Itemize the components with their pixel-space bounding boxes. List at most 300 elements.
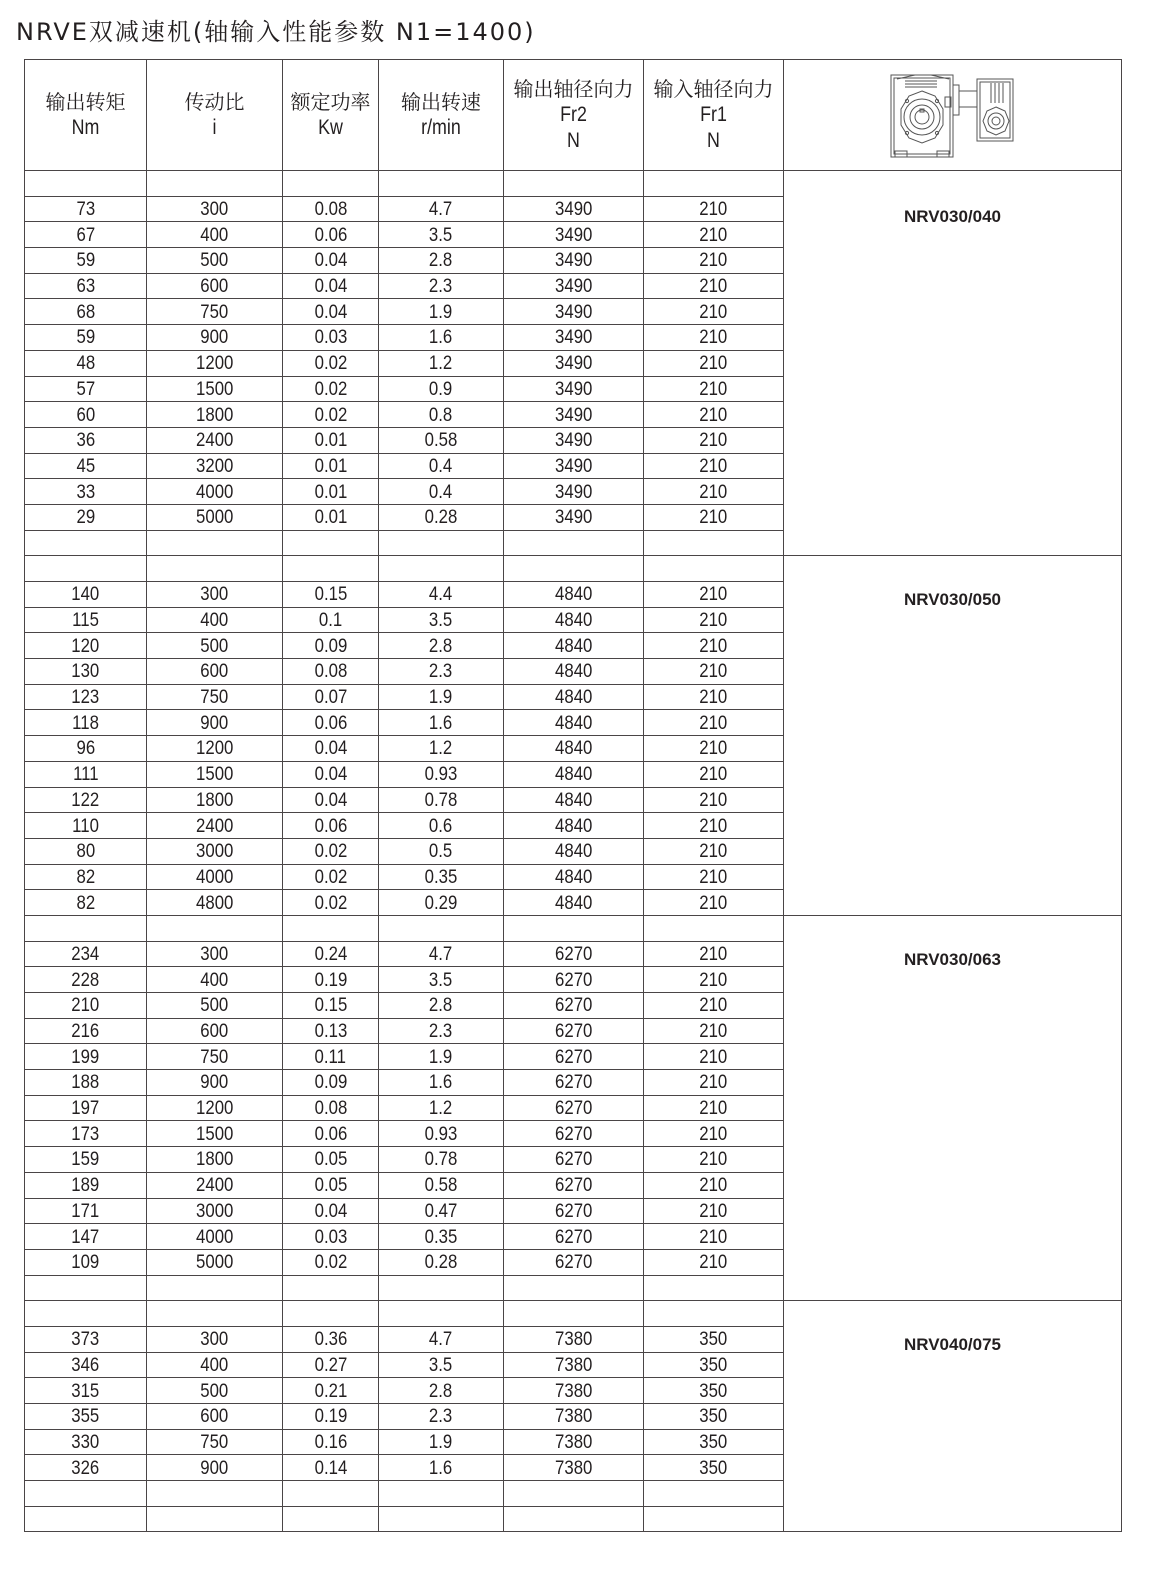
cell-value: 1200: [195, 352, 234, 375]
cell-input-radial-force: [644, 504, 784, 530]
cell-output-torque: [25, 1352, 147, 1378]
cell-ratio: [147, 427, 283, 453]
cell-value: 4840: [554, 891, 593, 914]
cell-output-torque: [25, 890, 147, 916]
cell-value: 3490: [554, 377, 593, 400]
cell-value: 210: [699, 249, 728, 272]
cell-value: 4800: [195, 891, 234, 914]
cell-value: 2.8: [429, 1379, 453, 1402]
cell-ratio: [147, 1352, 283, 1378]
cell-output-radial-force: [504, 1121, 644, 1147]
cell-value: 0.19: [314, 968, 347, 991]
cell-input-radial-force: [644, 838, 784, 864]
cell-value: 3490: [554, 480, 593, 503]
cell-rated-power: [283, 1044, 379, 1070]
blank-row: [25, 1301, 1122, 1327]
cell-value: 300: [200, 583, 229, 606]
cell-value: 118: [72, 711, 99, 734]
cell-value: 0.78: [424, 1148, 458, 1171]
cell-value: 300: [200, 1328, 229, 1351]
blank-cell: [379, 915, 504, 941]
cell-rated-power: [283, 427, 379, 453]
cell-input-radial-force: [644, 1404, 784, 1430]
cell-ratio: [147, 1455, 283, 1481]
cell-input-radial-force: [644, 659, 784, 685]
cell-input-radial-force: [644, 376, 784, 402]
cell-ratio: [147, 736, 283, 762]
blank-cell: [379, 530, 504, 556]
blank-cell: [147, 1275, 283, 1301]
blank-cell: [504, 1275, 644, 1301]
cell-rated-power: [283, 787, 379, 813]
cell-ratio: [147, 1172, 283, 1198]
cell-value: 0.06: [314, 223, 347, 246]
cell-input-radial-force: [644, 273, 784, 299]
header-unit: r/min: [421, 116, 461, 139]
table-body: [25, 171, 1122, 1532]
cell-output-radial-force: [504, 1249, 644, 1275]
cell-output-torque: [25, 376, 147, 402]
header-image-cell: [784, 60, 1122, 171]
cell-input-radial-force: [644, 941, 784, 967]
cell-value: 0.13: [314, 1020, 347, 1043]
cell-value: 3490: [554, 506, 593, 529]
cell-output-speed: [379, 1326, 504, 1352]
cell-value: 7380: [554, 1405, 593, 1428]
cell-rated-power: [283, 813, 379, 839]
cell-value: 210: [699, 1225, 728, 1248]
cell-ratio: [147, 633, 283, 659]
cell-output-speed: [379, 273, 504, 299]
cell-output-torque: [25, 325, 147, 351]
cell-value: 210: [699, 968, 728, 991]
cell-output-torque: [25, 633, 147, 659]
cell-ratio: [147, 299, 283, 325]
cell-input-radial-force: [644, 1070, 784, 1096]
cell-output-speed: [379, 736, 504, 762]
cell-input-radial-force: [644, 1352, 784, 1378]
cell-value: 140: [71, 583, 100, 606]
blank-row: [25, 171, 1122, 197]
cell-value: 210: [699, 711, 728, 734]
blank-cell: [504, 530, 644, 556]
cell-input-radial-force: [644, 325, 784, 351]
cell-rated-power: [283, 633, 379, 659]
blank-cell: [283, 171, 379, 197]
cell-value: 2.3: [429, 1405, 453, 1428]
cell-rated-power: [283, 479, 379, 505]
cell-ratio: [147, 1018, 283, 1044]
cell-value: 500: [200, 249, 229, 272]
cell-value: 210: [699, 352, 728, 375]
cell-value: 0.08: [314, 1097, 347, 1120]
cell-input-radial-force: [644, 864, 784, 890]
cell-output-radial-force: [504, 736, 644, 762]
blank-cell: [504, 556, 644, 582]
cell-value: 210: [699, 1199, 728, 1222]
cell-value: 29: [76, 506, 95, 529]
cell-value: 130: [71, 660, 100, 683]
cell-value: 6270: [554, 1251, 593, 1274]
cell-output-torque: [25, 582, 147, 608]
cell-output-radial-force: [504, 1429, 644, 1455]
cell-output-radial-force: [504, 299, 644, 325]
cell-input-radial-force: [644, 890, 784, 916]
header-unit: N: [567, 129, 580, 152]
cell-output-speed: [379, 684, 504, 710]
cell-rated-power: [283, 504, 379, 530]
cell-value: 0.6: [429, 814, 453, 837]
cell-value: 210: [699, 942, 728, 965]
blank-cell: [25, 171, 147, 197]
cell-output-torque: [25, 787, 147, 813]
cell-value: 73: [76, 198, 95, 221]
cell-output-torque: [25, 402, 147, 428]
cell-rated-power: [283, 1404, 379, 1430]
cell-rated-power: [283, 1070, 379, 1096]
cell-output-speed: [379, 350, 504, 376]
cell-ratio: [147, 1378, 283, 1404]
cell-output-speed: [379, 453, 504, 479]
cell-value: 199: [71, 1045, 100, 1068]
cell-value: 6270: [554, 1174, 593, 1197]
cell-value: 210: [699, 840, 728, 863]
cell-value: 210: [699, 1045, 728, 1068]
cell-value: 210: [699, 1097, 728, 1120]
header-label: 额定功率: [290, 90, 371, 114]
blank-cell: [147, 1481, 283, 1507]
cell-value: 210: [699, 891, 728, 914]
blank-cell: [283, 1481, 379, 1507]
cell-value: 3490: [554, 198, 593, 221]
cell-ratio: [147, 607, 283, 633]
page-title: NRVE双减速机(轴输入性能参数 N1=1400): [16, 18, 536, 46]
cell-value: 6270: [554, 968, 593, 991]
cell-input-radial-force: [644, 1172, 784, 1198]
cell-value: 0.02: [314, 865, 347, 888]
cell-input-radial-force: [644, 684, 784, 710]
cell-output-radial-force: [504, 479, 644, 505]
cell-value: 0.58: [424, 429, 458, 452]
header-rated-power: [283, 60, 379, 171]
cell-value: 350: [699, 1353, 728, 1376]
blank-cell: [147, 530, 283, 556]
cell-value: 3200: [195, 454, 234, 477]
cell-input-radial-force: [644, 761, 784, 787]
cell-output-torque: [25, 967, 147, 993]
cell-value: 2400: [195, 429, 234, 452]
cell-output-speed: [379, 1352, 504, 1378]
cell-output-radial-force: [504, 993, 644, 1019]
cell-value: 59: [76, 249, 95, 272]
model-name: NRV030/063: [903, 949, 1002, 969]
blank-cell: [504, 915, 644, 941]
blank-cell: [379, 171, 504, 197]
cell-ratio: [147, 1429, 283, 1455]
cell-value: 1800: [195, 1148, 234, 1171]
cell-output-torque: [25, 659, 147, 685]
cell-value: 0.28: [424, 1251, 458, 1274]
cell-value: 1.2: [429, 1097, 453, 1120]
cell-output-speed: [379, 890, 504, 916]
cell-value: 3.5: [429, 609, 453, 632]
cell-rated-power: [283, 1121, 379, 1147]
cell-value: 68: [76, 300, 95, 323]
cell-value: 1800: [195, 403, 234, 426]
cell-value: 4840: [554, 737, 593, 760]
cell-ratio: [147, 453, 283, 479]
cell-value: 0.03: [314, 1225, 347, 1248]
cell-value: 0.02: [314, 840, 347, 863]
cell-value: 6270: [554, 1045, 593, 1068]
cell-value: 57: [76, 377, 95, 400]
cell-output-speed: [379, 427, 504, 453]
cell-output-speed: [379, 479, 504, 505]
cell-output-speed: [379, 248, 504, 274]
cell-input-radial-force: [644, 1378, 784, 1404]
cell-value: 3.5: [429, 968, 453, 991]
cell-value: 400: [200, 968, 229, 991]
cell-value: 750: [200, 686, 229, 709]
cell-value: 3.5: [429, 223, 453, 246]
cell-output-speed: [379, 967, 504, 993]
cell-value: 1.6: [429, 1456, 453, 1479]
cell-value: 0.06: [314, 711, 347, 734]
cell-value: 3000: [195, 1199, 234, 1222]
cell-ratio: [147, 402, 283, 428]
cell-ratio: [147, 1404, 283, 1430]
cell-value: 7380: [554, 1353, 593, 1376]
cell-output-torque: [25, 1224, 147, 1250]
cell-value: 0.04: [314, 1199, 347, 1222]
cell-rated-power: [283, 273, 379, 299]
cell-value: 210: [699, 1251, 728, 1274]
cell-output-radial-force: [504, 1018, 644, 1044]
cell-value: 4840: [554, 609, 593, 632]
cell-input-radial-force: [644, 813, 784, 839]
cell-rated-power: [283, 402, 379, 428]
cell-output-torque: [25, 196, 147, 222]
cell-output-speed: [379, 504, 504, 530]
cell-value: 0.02: [314, 377, 347, 400]
cell-value: 0.01: [314, 454, 347, 477]
blank-row: [25, 915, 1122, 941]
cell-output-torque: [25, 1121, 147, 1147]
cell-value: 210: [699, 660, 728, 683]
cell-value: 82: [76, 865, 95, 888]
cell-output-torque: [25, 838, 147, 864]
blank-cell: [25, 1506, 147, 1532]
cell-value: 1.2: [429, 737, 453, 760]
cell-value: 0.1: [318, 609, 343, 632]
cell-value: 0.14: [314, 1456, 347, 1479]
cell-value: 216: [71, 1020, 100, 1043]
cell-value: 7380: [554, 1431, 593, 1454]
cell-value: 4840: [554, 660, 593, 683]
cell-value: 4840: [554, 788, 593, 811]
cell-value: 0.02: [314, 403, 347, 426]
cell-input-radial-force: [644, 248, 784, 274]
blank-cell: [147, 1301, 283, 1327]
cell-value: 326: [71, 1456, 100, 1479]
cell-value: 1200: [195, 737, 234, 760]
cell-value: 4840: [554, 865, 593, 888]
header-row: [25, 60, 1122, 171]
cell-value: 3490: [554, 352, 593, 375]
blank-cell: [283, 530, 379, 556]
cell-input-radial-force: [644, 453, 784, 479]
cell-ratio: [147, 813, 283, 839]
cell-value: 48: [76, 352, 95, 375]
cell-value: 350: [699, 1431, 728, 1454]
cell-ratio: [147, 222, 283, 248]
cell-output-torque: [25, 1147, 147, 1173]
cell-value: 350: [699, 1456, 728, 1479]
cell-output-speed: [379, 1429, 504, 1455]
cell-rated-power: [283, 376, 379, 402]
cell-value: 173: [71, 1122, 100, 1145]
cell-value: 210: [699, 737, 728, 760]
cell-output-speed: [379, 1018, 504, 1044]
cell-value: 210: [699, 788, 728, 811]
cell-value: 0.07: [314, 686, 347, 709]
cell-ratio: [147, 248, 283, 274]
cell-input-radial-force: [644, 1044, 784, 1070]
cell-value: 7380: [554, 1328, 593, 1351]
cell-output-torque: [25, 1070, 147, 1096]
blank-cell: [644, 1506, 784, 1532]
cell-input-radial-force: [644, 222, 784, 248]
blank-cell: [283, 1506, 379, 1532]
cell-output-radial-force: [504, 761, 644, 787]
cell-output-speed: [379, 1121, 504, 1147]
header-unit: Fr1: [700, 103, 727, 126]
cell-value: 2400: [195, 814, 234, 837]
header-input-radial-force: [644, 60, 784, 171]
cell-value: 6270: [554, 1199, 593, 1222]
cell-value: 4000: [195, 1225, 234, 1248]
cell-value: 210: [699, 326, 728, 349]
cell-value: 109: [71, 1251, 100, 1274]
cell-rated-power: [283, 196, 379, 222]
cell-input-radial-force: [644, 196, 784, 222]
blank-cell: [25, 1301, 147, 1327]
cell-ratio: [147, 196, 283, 222]
blank-cell: [379, 1275, 504, 1301]
cell-value: 373: [71, 1328, 100, 1351]
cell-output-radial-force: [504, 941, 644, 967]
cell-output-speed: [379, 1044, 504, 1070]
cell-value: 1200: [195, 1097, 234, 1120]
cell-value: 0.03: [314, 326, 347, 349]
cell-ratio: [147, 1224, 283, 1250]
blank-cell: [379, 1506, 504, 1532]
cell-ratio: [147, 1044, 283, 1070]
cell-value: 2.3: [429, 1020, 453, 1043]
cell-value: 4.7: [429, 942, 453, 965]
cell-value: 6270: [554, 1148, 593, 1171]
cell-ratio: [147, 787, 283, 813]
cell-output-radial-force: [504, 402, 644, 428]
cell-output-radial-force: [504, 1352, 644, 1378]
cell-value: 0.04: [314, 737, 347, 760]
cell-value: 3490: [554, 223, 593, 246]
cell-value: 900: [200, 1456, 229, 1479]
cell-value: 1.9: [429, 1431, 453, 1454]
cell-input-radial-force: [644, 1429, 784, 1455]
cell-output-speed: [379, 864, 504, 890]
blank-cell: [147, 171, 283, 197]
cell-rated-power: [283, 993, 379, 1019]
cell-value: 750: [200, 1045, 229, 1068]
cell-output-speed: [379, 1249, 504, 1275]
cell-input-radial-force: [644, 1455, 784, 1481]
cell-output-torque: [25, 1198, 147, 1224]
cell-value: 0.04: [314, 763, 347, 786]
cell-input-radial-force: [644, 736, 784, 762]
cell-input-radial-force: [644, 1326, 784, 1352]
blank-cell: [504, 1481, 644, 1507]
blank-cell: [283, 1301, 379, 1327]
cell-ratio: [147, 1249, 283, 1275]
cell-value: 3490: [554, 326, 593, 349]
cell-output-speed: [379, 787, 504, 813]
cell-value: 0.47: [424, 1199, 458, 1222]
cell-value: 330: [71, 1431, 100, 1454]
cell-value: 0.04: [314, 788, 347, 811]
cell-value: 0.78: [424, 788, 458, 811]
cell-value: 5000: [195, 1251, 234, 1274]
cell-output-torque: [25, 273, 147, 299]
header-output-torque: [25, 60, 147, 171]
cell-rated-power: [283, 710, 379, 736]
cell-value: 147: [71, 1225, 100, 1248]
cell-value: 355: [71, 1405, 100, 1428]
cell-value: 45: [76, 454, 95, 477]
cell-output-torque: [25, 479, 147, 505]
cell-output-radial-force: [504, 1326, 644, 1352]
cell-ratio: [147, 838, 283, 864]
cell-output-radial-force: [504, 350, 644, 376]
cell-output-speed: [379, 1095, 504, 1121]
cell-output-radial-force: [504, 196, 644, 222]
cell-value: 600: [200, 1405, 229, 1428]
cell-value: 96: [76, 737, 95, 760]
cell-value: 111: [72, 763, 99, 786]
cell-output-torque: [25, 1378, 147, 1404]
cell-input-radial-force: [644, 1095, 784, 1121]
cell-value: 4840: [554, 634, 593, 657]
cell-value: 1.6: [429, 711, 453, 734]
cell-value: 0.93: [424, 1122, 458, 1145]
cell-output-torque: [25, 299, 147, 325]
gear-reducer-drawing-icon: [883, 69, 1023, 161]
cell-value: 0.4: [429, 454, 453, 477]
cell-input-radial-force: [644, 1198, 784, 1224]
cell-value: 350: [699, 1379, 728, 1402]
cell-value: 6270: [554, 1097, 593, 1120]
cell-output-speed: [379, 376, 504, 402]
cell-output-radial-force: [504, 1172, 644, 1198]
cell-value: 0.28: [424, 506, 458, 529]
cell-value: 210: [699, 223, 728, 246]
cell-ratio: [147, 273, 283, 299]
cell-value: 0.19: [314, 1405, 347, 1428]
cell-value: 6270: [554, 1071, 593, 1094]
cell-value: 0.15: [314, 994, 347, 1017]
cell-value: 600: [200, 1020, 229, 1043]
cell-value: 0.58: [424, 1174, 458, 1197]
